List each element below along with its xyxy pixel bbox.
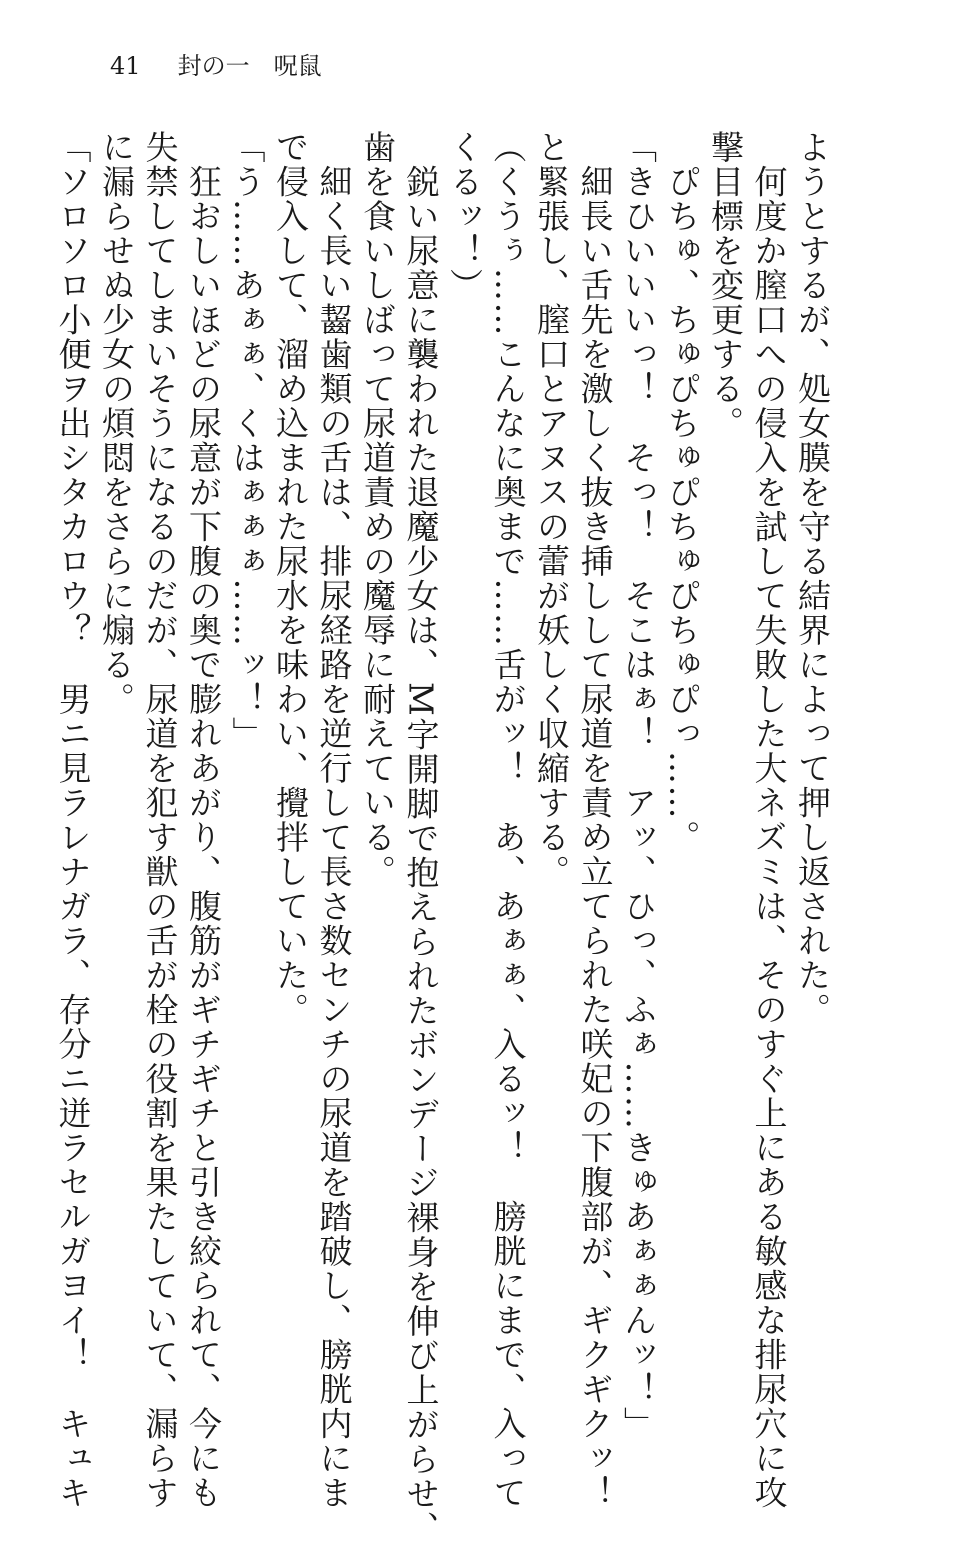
text-line: ようとするが、処女膜を守る結界によって押し返された。 [793, 130, 832, 1027]
text-line: 鋭い尿意に襲われた退魔少女は、M字開脚で抱えられたボンデージ裸身を伸び上がらせ、 [401, 130, 441, 1545]
text-line: 失禁してしまいそうになるのだが、尿道を犯す獣の舌が栓の役割を果たしていて、漏らす [140, 130, 180, 1510]
text-line: 「う……あぁぁ、くはぁぁぁ……ッ！」 [227, 130, 267, 751]
text-line: と緊張し、膣口とアヌスの蕾が妖しく収縮する。 [532, 130, 571, 889]
text-line: 何度か膣口への侵入を試して失敗した大ネズミは、そのすぐ上にある敏感な排尿穴に攻 [749, 130, 789, 1510]
text-line: ぴちゅ、ちゅぴちゅぴちゅぴちゅぴっ……。 [662, 130, 702, 855]
text-line: 「ソロソロ小便ヲ出シタカロウ？ 男ニ見ラレナガラ、存分ニ迸ラセルガヨイ！ キュキ [53, 130, 93, 1510]
running-header [110, 50, 322, 82]
text-line: （くうぅ……こんなに奥まで……舌がッ！ あ、あぁぁ、入るッ！ 膀胱にまで、入って [488, 130, 528, 1510]
text-line: 撃目標を変更する。 [706, 130, 745, 441]
text-line: 狂おしいほどの尿意が下腹の奥で膨れあがり、腹筋がギチギチと引き絞られて、今にも [184, 130, 223, 1510]
text-line: 「きひいいいっ！ そっ！ そこはぁ！ アッ、ひっ、ふぁ……きゅあぁぁんッ！」 [619, 130, 658, 1441]
text-line: で侵入して、溜め込まれた尿水を味わい、攪拌していた。 [271, 130, 310, 1027]
chapter-title: 封の一 呪鼠 [177, 52, 322, 80]
text-line: 細長い舌先を激しく抜き挿しして尿道を責め立てられた咲妃の下腹部が、ギクギクッ！ [575, 130, 615, 1510]
text-line: くるッ！） [445, 130, 484, 303]
text-line: 歯を食いしばって尿道責めの魔辱に耐えている。 [358, 130, 397, 889]
text-line: に漏らせぬ少女の煩悶をさらに煽る。 [97, 130, 136, 717]
vertical-body-text [51, 130, 834, 1545]
text-line: 細く長い齧歯類の舌は、排尿経路を逆行して長さ数センチの尿道を踏破し、膀胱内にま [314, 130, 354, 1510]
page-number: 41 [110, 52, 141, 80]
